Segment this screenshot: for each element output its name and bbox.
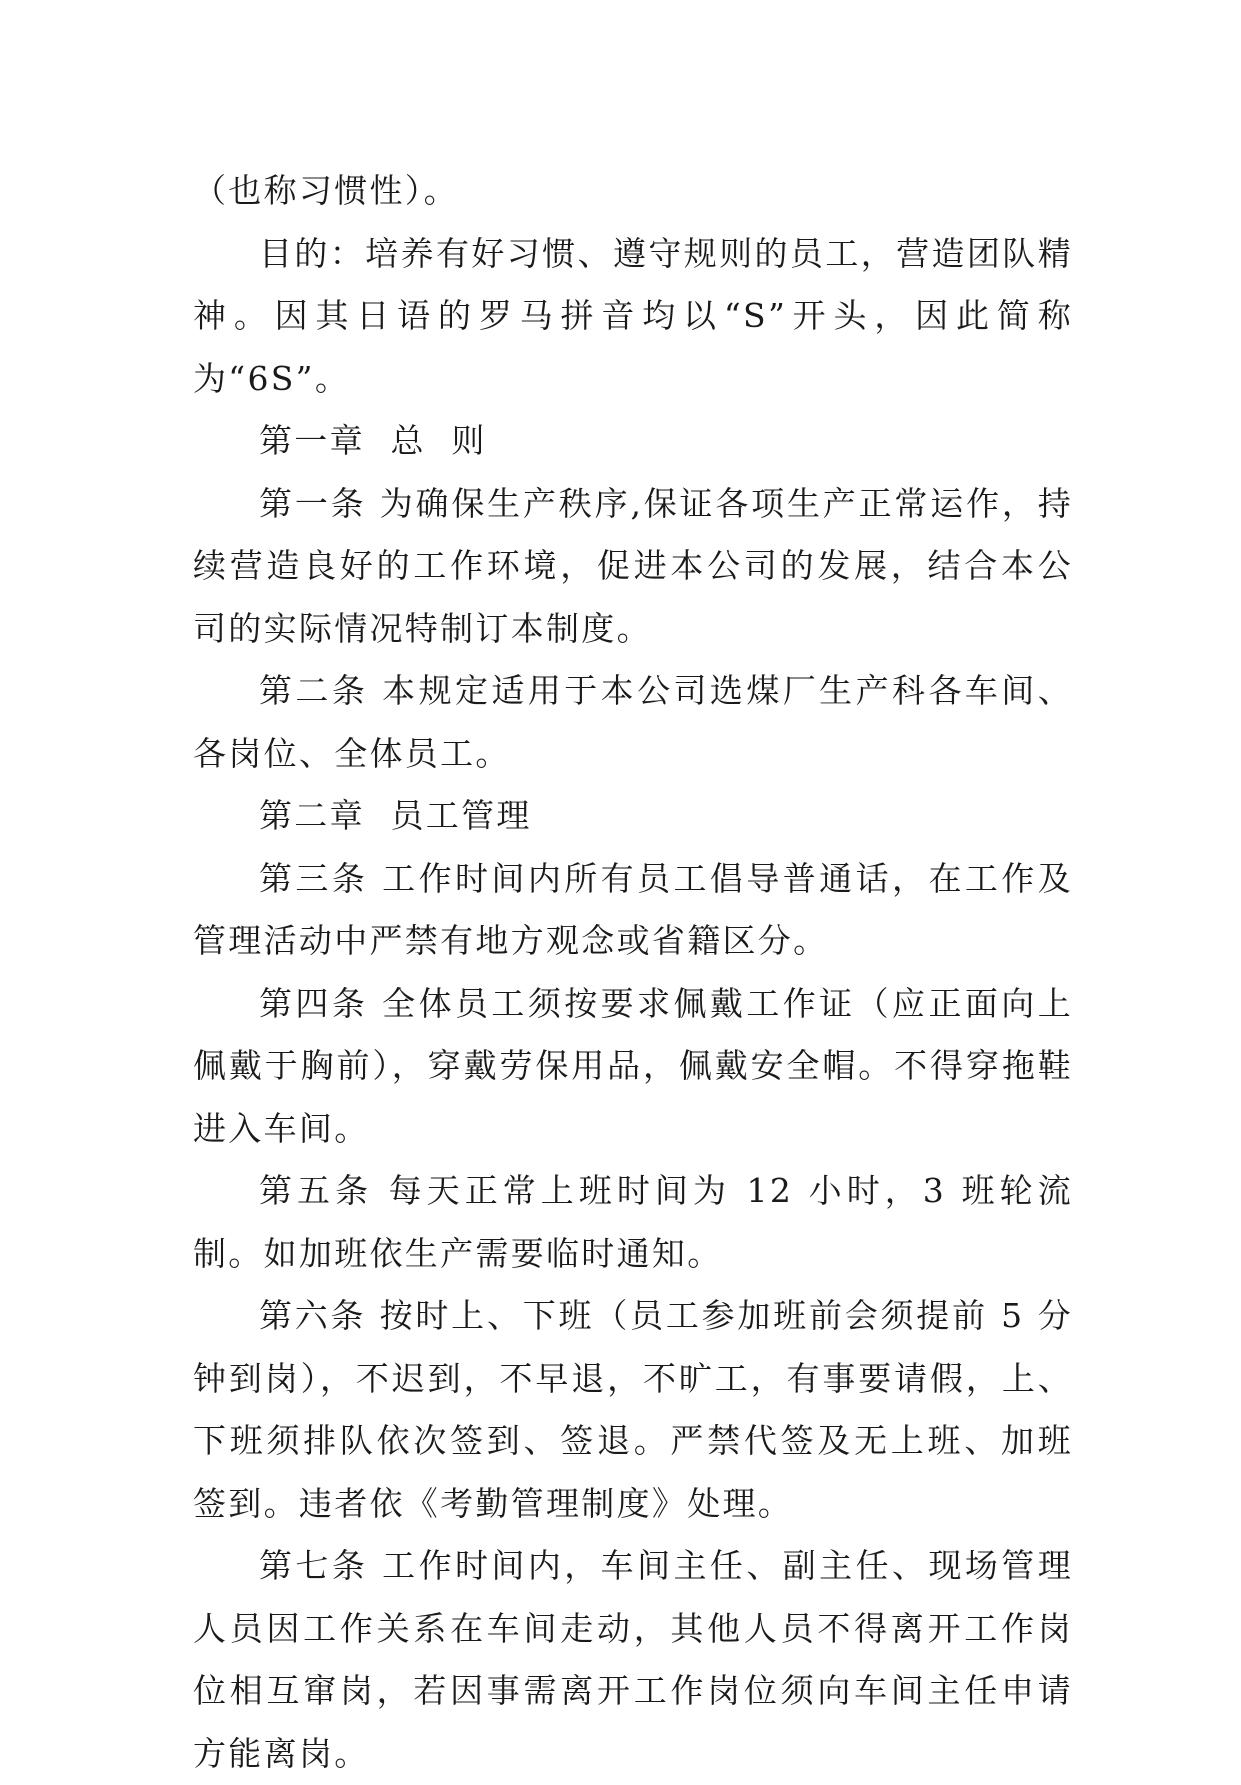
article-5: 第五条 每天正常上班时间为 12 小时，3 班轮流制。如加班依生产需要临时通知。 (193, 1171, 1073, 1273)
article-7: 第七条 工作时间内，车间主任、副主任、现场管理人员因工作关系在车间走动，其他人员不得离开工作岗位相互窜岗，若因事需离开工作岗位须向车间主任申请方能离岗。 (193, 1546, 1073, 1773)
article-3: 第三条 工作时间内所有员工倡导普通话，在工作及管理活动中严禁有地方观念或省籍区分。 (193, 858, 1073, 960)
chapter-heading-staff: 第二章 员工管理 (259, 796, 532, 835)
document-body (193, 160, 1073, 1785)
article-1: 第一条 为确保生产秩序,保证各项生产正常运作，持续营造良好的工作环境，促进本公司的发展，结合本公司的实际情况特制订本制度。 (193, 483, 1073, 648)
chapter-heading-general: 第一章 总 则 (259, 421, 487, 460)
article-4: 第四条 全体员工须按要求佩戴工作证（应正面向上佩戴于胸前），穿戴劳保用品，佩戴安全帽。不得穿拖鞋进入车间。 (193, 983, 1073, 1148)
paragraph-purpose: 目的：培养有好习惯、遵守规则的员工，营造团队精神。因其日语的罗马拼音均以“S”开头，因此简称为“6S”。 (193, 233, 1073, 398)
article-2: 第二条 本规定适用于本公司选煤厂生产科各车间、各岗位、全体员工。 (193, 671, 1073, 773)
paragraph-continuation: （也称习惯性）。 (193, 171, 459, 210)
article-6: 第六条 按时上、下班（员工参加班前会须提前 5 分钟到岗），不迟到，不早退，不旷工，有事要请假，上、下班须排队依次签到、签退。严禁代签及无上班、加班签到。违者依《考勤管理制度》处理。 (193, 1296, 1073, 1523)
